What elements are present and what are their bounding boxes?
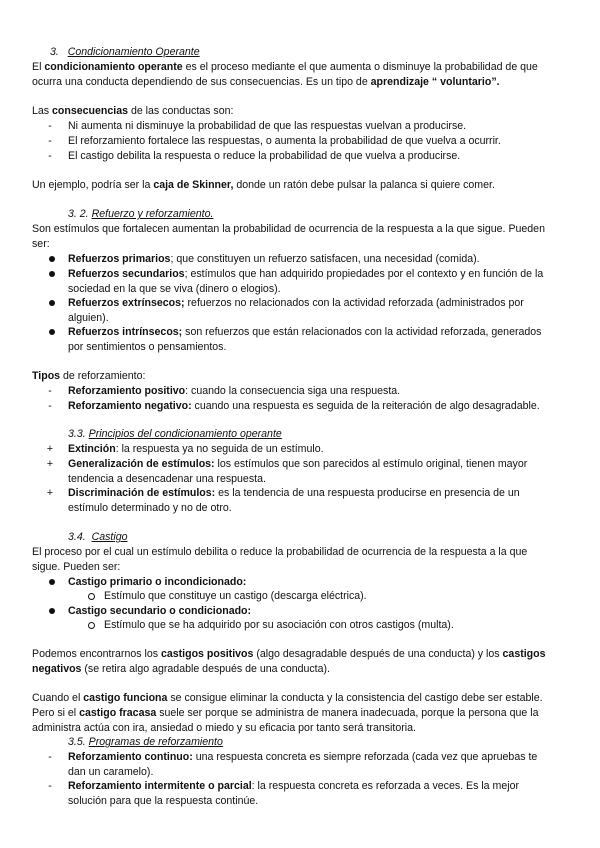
bullet-marker	[49, 300, 55, 306]
circle-marker	[88, 622, 95, 629]
dash-marker: -	[48, 400, 52, 412]
plus-marker: +	[46, 487, 54, 499]
list-item: Refuerzos intrínsecos; son refuerzos que están relacionados con la actividad reforzada, generados	[68, 326, 542, 338]
list-item: Refuerzos extrínsecos; refuerzos no relacionados con la actividad reforzada (administrados por	[68, 297, 524, 309]
bullet-marker	[49, 329, 55, 335]
list-item: Refuerzos secundarios; estímulos que han adquirido propiedades por el contexto y en función de la	[68, 268, 544, 280]
list-item: Discriminación de estímulos: es la tendencia de una respuesta producirse en presencia de un	[68, 487, 520, 499]
sub-list-item: Estímulo que constituye un castigo (descarga eléctrica).	[104, 590, 367, 602]
bullet-marker	[49, 608, 55, 614]
list-item: Reforzamiento positivo: cuando la consecuencia siga una respuesta.	[68, 385, 401, 397]
circle-marker	[88, 593, 95, 600]
section-number: 3.	[50, 46, 59, 58]
list-item-cont: sociedad en la que se viva (dinero o elogios).	[68, 283, 281, 295]
dash-marker: -	[48, 385, 52, 397]
paragraph-line: Podemos encontrarnos los castigos positivos (algo desagradable después de una conducta) y los castigos	[32, 648, 546, 660]
list-item-cont: alguien).	[68, 312, 109, 324]
section-heading-3-3: 3.3. Principios del condicionamiento operante	[68, 428, 282, 440]
bullet-marker	[49, 579, 55, 585]
list-item-cont: dan un caramelo).	[68, 766, 154, 778]
bullet-marker	[49, 271, 55, 277]
list-item-cont: tendencia a desencadenar una respuesta.	[68, 473, 266, 485]
list-item: El castigo debilita la respuesta o reduce la probabilidad de que vuelva a producirse.	[68, 150, 461, 162]
paragraph-line: negativos (se retira algo agradable después de una conducta).	[32, 663, 330, 675]
sub-list-item: Estímulo que se ha adquirido por su asociación con otros castigos (multa).	[104, 619, 454, 631]
dash-marker: -	[48, 780, 52, 792]
list-item-cont: estímulo determinado y no de otro.	[68, 502, 232, 514]
section-heading-3-2: 3. 2. Refuerzo y reforzamiento.	[68, 208, 214, 220]
list-item: Reforzamiento continuo: una respuesta concreta es siempre reforzada (cada vez que apruebas te	[68, 751, 538, 763]
paragraph-line: ser:	[32, 238, 50, 250]
section-heading-3	[50, 45, 200, 60]
paragraph-line: administra actúa con ira, ansiedad o miedo y su eficacia por tanto será transitoria.	[32, 722, 416, 734]
list-item: Castigo primario o incondicionado:	[68, 576, 247, 588]
dash-marker: -	[48, 120, 52, 132]
paragraph-line: sigue. Pueden ser:	[32, 561, 121, 573]
paragraph-line: Cuando el castigo funciona se consigue eliminar la conducta y la consistencia del castigo debe ser estable.	[32, 692, 543, 704]
dash-marker: -	[48, 135, 52, 147]
list-item-cont: solución para que la respuesta continúe.	[68, 795, 259, 807]
paragraph-line: El condicionamiento operante es el proceso mediante el que aumenta o disminuye la probabilidad de que	[32, 61, 538, 73]
paragraph-line: ocurra una conducta dependiendo de sus consecuencias. Es un tipo de aprendizaje “ voluntario”.	[32, 76, 500, 88]
list-item: Reforzamiento intermitente o parcial: la respuesta concreta es reforzada a veces. Es la mejor	[68, 780, 519, 792]
paragraph-line: Tipos de reforzamiento:	[32, 370, 146, 382]
list-item: Refuerzos primarios; que constituyen un refuerzo satisfacen, una necesidad (comida).	[68, 253, 480, 265]
list-item: El reforzamiento fortalece las respuestas, o aumenta la probabilidad de que vuelva a ocurrir.	[68, 135, 501, 147]
paragraph-line: El proceso por el cual un estímulo debilita o reduce la probabilidad de ocurrencia de la respuesta a la que	[32, 546, 528, 558]
paragraph-line: Pero si el castigo fracasa suele ser porque se administra de manera inadecuada, porque la persona que la	[32, 707, 539, 719]
section-heading-3-4: 3.4. Castigo	[68, 531, 128, 543]
bullet-marker	[49, 256, 55, 262]
list-item: Castigo secundario o condicionado:	[68, 605, 252, 617]
list-item: Reforzamiento negativo: cuando una respuesta es seguida de la reiteración de algo desagradable.	[68, 400, 540, 412]
list-item: Extinción: la respuesta ya no seguida de un estímulo.	[68, 443, 324, 455]
section-title: Condicionamiento Operante	[67, 46, 200, 58]
section-heading-3-5: 3.5. Programas de reforzamiento	[68, 736, 223, 748]
plus-marker: +	[46, 443, 54, 455]
paragraph-line: Son estímulos que fortalecen aumentan la probabilidad de ocurrencia de la respuesta a la que sigue. Pueden	[32, 223, 545, 235]
list-item-cont: por sentimientos o pensamientos.	[68, 341, 227, 353]
paragraph-line: Las consecuencias de las conductas son:	[32, 105, 234, 117]
plus-marker: +	[46, 458, 54, 470]
dash-marker: -	[48, 751, 52, 763]
list-item: Ni aumenta ni disminuye la probabilidad de que las respuestas vuelvan a producirse.	[68, 120, 467, 132]
paragraph-line: Un ejemplo, podría ser la caja de Skinner, donde un ratón debe pulsar la palanca si quiere comer.	[32, 179, 495, 191]
list-item: Generalización de estímulos: los estímulos que son parecidos al estímulo original, tienen mayor	[68, 458, 528, 470]
dash-marker: -	[48, 150, 52, 162]
